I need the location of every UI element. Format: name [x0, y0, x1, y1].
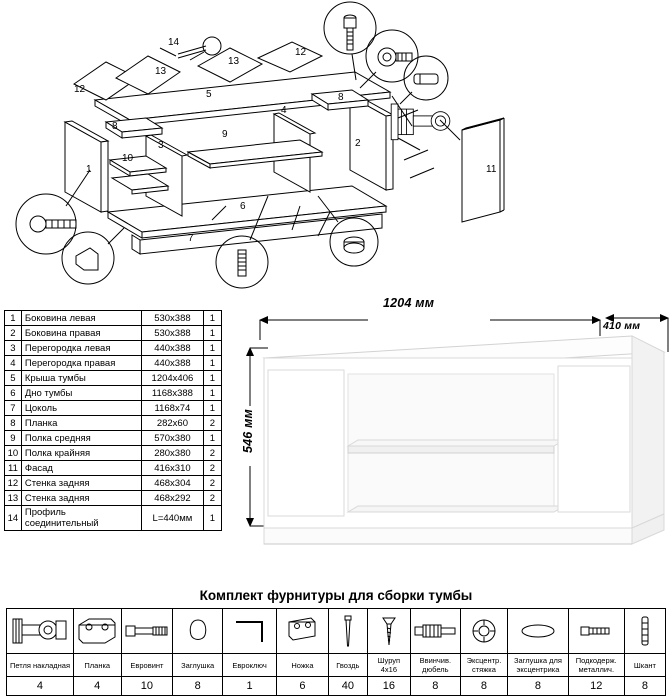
kit-count-plate: 4	[73, 677, 121, 696]
cam-lock-icon	[469, 616, 499, 646]
kit-cell-shelf-support	[568, 609, 624, 654]
part-name: Полка средняя	[21, 431, 141, 446]
dowel-icon	[638, 614, 652, 648]
part-dim: 468x292	[142, 491, 204, 506]
part-qty: 1	[203, 386, 221, 401]
part-number: 1	[5, 311, 22, 326]
callout-5: 5	[206, 89, 212, 100]
dimension-width-label: 1204 мм	[383, 296, 435, 310]
callout-13a: 13	[155, 66, 167, 77]
kit-count-shelf-support: 12	[568, 677, 624, 696]
kit-label-shelf-support: Подкодерж. металлич.	[568, 654, 624, 677]
callout-13b: 13	[228, 56, 240, 67]
table-row	[5, 341, 222, 356]
leg-icon	[285, 616, 319, 646]
callout-4: 4	[281, 105, 287, 116]
callout-10: 10	[122, 153, 134, 164]
parts-table	[4, 310, 222, 531]
part-dim: 416x310	[142, 461, 204, 476]
callout-9: 9	[222, 129, 228, 140]
table-row	[5, 401, 222, 416]
kit-label-dowel-screw: Ввинчив. дюбель	[410, 654, 460, 677]
kit-labels-row	[7, 654, 666, 677]
part-name: Стенка задняя	[21, 491, 141, 506]
kit-label-screw: Шуруп 4х16	[367, 654, 410, 677]
part-dim: L=440мм	[142, 506, 204, 531]
part-name: Боковина левая	[21, 311, 141, 326]
kit-count-nail: 40	[328, 677, 367, 696]
part-dim: 1168x74	[142, 401, 204, 416]
plate-icon	[77, 615, 117, 647]
part-qty: 1	[203, 341, 221, 356]
kit-label-euroscrew: Евровинт	[121, 654, 173, 677]
callout-1: 1	[86, 164, 92, 175]
part-name: Фасад	[21, 461, 141, 476]
part-name: Стенка задняя	[21, 476, 141, 491]
kit-cell-cap	[173, 609, 223, 654]
euroscrew-icon	[125, 622, 169, 640]
kit-count-hinge: 4	[7, 677, 74, 696]
dowel-screw-icon	[414, 622, 456, 640]
part-dim: 1168x388	[142, 386, 204, 401]
part-qty: 1	[203, 431, 221, 446]
kit-count-dowel: 8	[624, 677, 665, 696]
part-dim: 440x388	[142, 356, 204, 371]
kit-cell-cam-lock	[460, 609, 508, 654]
part-name: Крыша тумбы	[21, 371, 141, 386]
part-name: Перегородка правая	[21, 356, 141, 371]
hardware-kit-table	[6, 608, 666, 696]
kit-label-leg: Ножка	[277, 654, 329, 677]
part-number: 14	[5, 506, 22, 531]
part-number: 5	[5, 371, 22, 386]
kit-cell-eurokey	[223, 609, 277, 654]
kit-count-cam-cap: 8	[508, 677, 568, 696]
part-dim: 280x380	[142, 446, 204, 461]
callout-14: 14	[168, 37, 180, 48]
part-number: 13	[5, 491, 22, 506]
table-row	[5, 446, 222, 461]
kit-icons-row	[7, 609, 666, 654]
callout-8a: 8	[112, 121, 118, 132]
callout-7: 7	[188, 233, 194, 244]
part-qty: 1	[203, 401, 221, 416]
callout-12a: 12	[74, 84, 86, 95]
part-dim: 530x388	[142, 311, 204, 326]
part-number: 4	[5, 356, 22, 371]
kit-label-eurokey: Евроключ	[223, 654, 277, 677]
table-row	[5, 371, 222, 386]
table-row	[5, 491, 222, 506]
part-dim: 440x388	[142, 341, 204, 356]
kit-counts-row	[7, 677, 666, 696]
part-qty: 1	[203, 311, 221, 326]
part-number: 2	[5, 326, 22, 341]
dimension-height-label: 546 мм	[241, 408, 256, 454]
nail-icon	[341, 614, 355, 648]
part-dim: 570x380	[142, 431, 204, 446]
part-qty: 2	[203, 491, 221, 506]
kit-label-cap: Заглушка	[173, 654, 223, 677]
kit-count-eurokey: 1	[223, 677, 277, 696]
kit-label-dowel: Шкант	[624, 654, 665, 677]
eurokey-icon	[232, 616, 268, 646]
part-name: Дно тумбы	[21, 386, 141, 401]
kit-count-cam-lock: 8	[460, 677, 508, 696]
table-row	[5, 416, 222, 431]
part-number: 3	[5, 341, 22, 356]
kit-label-plate: Планка	[73, 654, 121, 677]
kit-cell-dowel-screw	[410, 609, 460, 654]
table-row	[5, 326, 222, 341]
dimension-depth-label: 410 мм	[603, 320, 641, 332]
kit-count-leg: 6	[277, 677, 329, 696]
part-number: 10	[5, 446, 22, 461]
callout-3: 3	[158, 140, 164, 151]
kit-count-cap: 8	[173, 677, 223, 696]
kit-cell-dowel	[624, 609, 665, 654]
part-qty: 2	[203, 476, 221, 491]
kit-label-hinge: Петля накладная	[7, 654, 74, 677]
part-qty: 2	[203, 416, 221, 431]
kit-cell-hinge	[7, 609, 74, 654]
dimensioned-render	[228, 296, 672, 566]
part-qty: 1	[203, 326, 221, 341]
kit-count-euroscrew: 10	[121, 677, 173, 696]
part-name: Профиль соединительный	[21, 506, 141, 531]
table-row	[5, 431, 222, 446]
kit-cell-cam-cap	[508, 609, 568, 654]
part-name: Планка	[21, 416, 141, 431]
cabinet-render-svg	[228, 296, 672, 566]
shelf-support-icon	[579, 622, 613, 640]
kit-cell-nail	[328, 609, 367, 654]
hardware-kit-title: Комплект фурнитуры для сборки тумбы	[199, 588, 473, 603]
kit-label-cam-cap: Заглушка для эксцентрика	[508, 654, 568, 677]
table-row	[5, 386, 222, 401]
kit-cell-euroscrew	[121, 609, 173, 654]
cam-cap-icon	[520, 622, 556, 640]
kit-cell-plate	[73, 609, 121, 654]
kit-count-dowel-screw: 8	[410, 677, 460, 696]
callout-2: 2	[355, 138, 361, 149]
callout-12b: 12	[295, 47, 307, 58]
kit-label-cam-lock: Эксцентр. стяжка	[460, 654, 508, 677]
part-number: 11	[5, 461, 22, 476]
table-row	[5, 356, 222, 371]
exploded-assembly-diagram	[0, 0, 672, 290]
part-name: Боковина правая	[21, 326, 141, 341]
part-dim: 530x388	[142, 326, 204, 341]
kit-count-screw: 16	[367, 677, 410, 696]
callout-8b: 8	[338, 92, 344, 103]
parts-table-body	[5, 311, 222, 531]
part-dim: 468x304	[142, 476, 204, 491]
part-number: 12	[5, 476, 22, 491]
part-qty: 1	[203, 356, 221, 371]
part-qty: 2	[203, 461, 221, 476]
part-name: Полка крайняя	[21, 446, 141, 461]
part-qty: 2	[203, 446, 221, 461]
cap-icon	[186, 618, 210, 644]
part-number: 8	[5, 416, 22, 431]
screw-icon	[381, 614, 397, 648]
table-row	[5, 461, 222, 476]
part-name: Цоколь	[21, 401, 141, 416]
part-qty: 1	[203, 371, 221, 386]
callout-11: 11	[486, 164, 497, 175]
part-name: Перегородка левая	[21, 341, 141, 356]
part-number: 6	[5, 386, 22, 401]
part-qty: 1	[203, 506, 221, 531]
table-row	[5, 476, 222, 491]
callout-6: 6	[240, 201, 246, 212]
kit-label-nail: Гвоздь	[328, 654, 367, 677]
part-dim: 282x60	[142, 416, 204, 431]
kit-cell-screw	[367, 609, 410, 654]
part-number: 9	[5, 431, 22, 446]
kit-cell-leg	[277, 609, 329, 654]
hinge-icon	[12, 613, 68, 649]
table-row	[5, 311, 222, 326]
table-row	[5, 506, 222, 531]
part-number: 7	[5, 401, 22, 416]
part-dim: 1204x406	[142, 371, 204, 386]
